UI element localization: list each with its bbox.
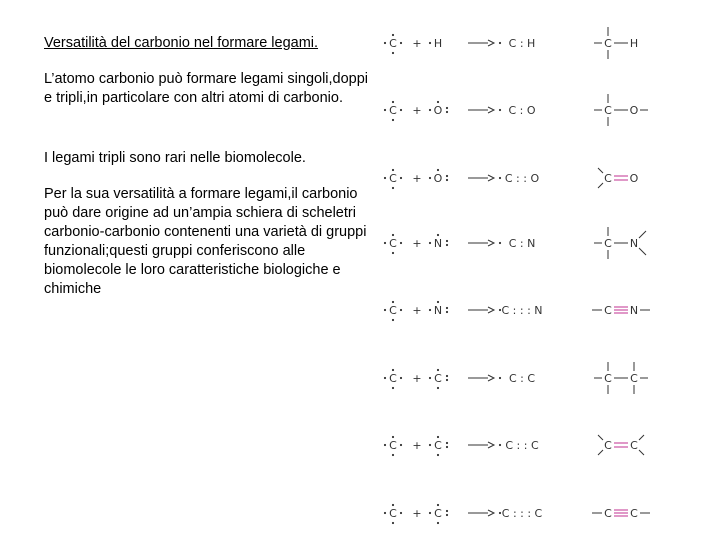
reaction-row — [384, 227, 646, 259]
electron-dot — [499, 377, 501, 379]
carbon-symbol: C — [389, 304, 397, 317]
electron-dot — [446, 240, 448, 242]
side-bond — [639, 435, 644, 440]
carbon-symbol: C — [389, 37, 397, 50]
electron-dot — [400, 42, 402, 44]
carbon-symbol: C — [389, 507, 397, 520]
electron-dot — [384, 109, 386, 111]
electron-dot — [384, 512, 386, 514]
electron-dot — [392, 169, 394, 171]
electron-dot — [499, 177, 501, 179]
electron-dot — [392, 234, 394, 236]
reaction-row — [384, 301, 650, 321]
electron-dot — [429, 512, 431, 514]
lewis-product: C : : : N — [501, 304, 543, 317]
electron-dot — [392, 101, 394, 103]
structure-left-atom: C — [604, 439, 612, 452]
electron-dot — [499, 309, 501, 311]
electron-dot — [384, 242, 386, 244]
electron-dot — [437, 387, 439, 389]
electron-dot — [446, 442, 448, 444]
electron-dot — [437, 101, 439, 103]
electron-dot — [437, 234, 439, 236]
side-bond — [639, 231, 646, 238]
electron-dot — [446, 175, 448, 177]
side-bond — [598, 450, 603, 455]
structure-left-atom: C — [604, 104, 612, 117]
electron-dot — [429, 242, 431, 244]
electron-dot — [384, 42, 386, 44]
side-bond — [639, 450, 644, 455]
structure-right-atom: O — [629, 104, 639, 117]
atom-symbol: H — [433, 37, 443, 50]
plus-sign: + — [412, 507, 422, 520]
arrow-head — [488, 442, 494, 448]
carbon-symbol: C — [389, 237, 397, 250]
atom-symbol: N — [433, 304, 443, 317]
structure-right-atom: C — [630, 439, 638, 452]
electron-dot — [446, 379, 448, 381]
electron-dot — [384, 177, 386, 179]
electron-dot — [429, 42, 431, 44]
arrow-head — [488, 175, 494, 181]
lewis-product: C : : : C — [501, 507, 543, 520]
electron-dot — [429, 444, 431, 446]
electron-dot — [400, 512, 402, 514]
electron-dot — [384, 309, 386, 311]
plus-sign: + — [412, 304, 422, 317]
arrow-head — [488, 40, 494, 46]
electron-dot — [437, 504, 439, 506]
electron-dot — [437, 436, 439, 438]
paragraph-versatility: Per la sua versatilità a formare legami,il carbonio può dare origine ad un’ampia schiera di scheletri carbonio-carbonio contenenti una varietà di gruppi funzionali;questi gruppi conferiscono alle biomolecole le loro caratteristiche biologiche e chimiche — [44, 186, 367, 297]
reaction-row — [384, 27, 638, 59]
electron-dot — [437, 301, 439, 303]
electron-dot — [392, 34, 394, 36]
structure-right-atom: O — [629, 172, 639, 185]
electron-dot — [392, 454, 394, 456]
electron-dot — [400, 109, 402, 111]
structure-left-atom: C — [604, 172, 612, 185]
structure-left-atom: C — [604, 37, 612, 50]
electron-dot — [437, 369, 439, 371]
electron-dot — [446, 510, 448, 512]
electron-dot — [499, 512, 501, 514]
electron-dot — [392, 187, 394, 189]
electron-dot — [384, 444, 386, 446]
electron-dot — [437, 522, 439, 524]
electron-dot — [446, 514, 448, 516]
reaction-row — [384, 435, 644, 456]
plus-sign: + — [412, 172, 422, 185]
structure-left-atom: C — [604, 372, 612, 385]
electron-dot — [499, 109, 501, 111]
electron-dot — [429, 309, 431, 311]
electron-dot — [400, 377, 402, 379]
electron-dot — [429, 377, 431, 379]
electron-dot — [392, 369, 394, 371]
atom-symbol: O — [433, 172, 443, 185]
arrow-head — [488, 510, 494, 516]
structure-left-atom: C — [604, 304, 612, 317]
electron-dot — [400, 309, 402, 311]
arrow-head — [488, 307, 494, 313]
paragraph-triple-bonds: I legami tripli sono rari nelle biomolecole. — [44, 150, 306, 166]
side-bond — [598, 183, 603, 188]
lewis-product: C : : C — [505, 439, 539, 452]
side-bond — [639, 248, 646, 255]
reaction-row — [384, 94, 648, 126]
structure-right-atom: H — [629, 37, 639, 50]
reaction-row — [384, 168, 639, 189]
electron-dot — [437, 454, 439, 456]
electron-dot — [446, 107, 448, 109]
carbon-symbol: C — [389, 439, 397, 452]
atom-symbol: N — [433, 237, 443, 250]
electron-dot — [392, 119, 394, 121]
paragraph-bond-types: L’atomo carbonio può formare legami singoli,doppi e tripli,in particolare con altri atomi di carbonio. — [44, 71, 369, 106]
structure-right-atom: C — [630, 372, 638, 385]
electron-dot — [392, 301, 394, 303]
electron-dot — [499, 444, 501, 446]
carbon-symbol: C — [389, 104, 397, 117]
lewis-product: C : C — [508, 372, 536, 385]
electron-dot — [446, 307, 448, 309]
structure-right-atom: N — [629, 304, 639, 317]
electron-dot — [446, 446, 448, 448]
electron-dot — [446, 375, 448, 377]
electron-dot — [499, 42, 501, 44]
side-bond — [598, 435, 603, 440]
structure-left-atom: C — [604, 507, 612, 520]
atom-symbol: C — [434, 439, 442, 452]
lewis-product: C : H — [508, 37, 536, 50]
electron-dot — [392, 52, 394, 54]
lewis-product: C : : O — [504, 172, 540, 185]
electron-dot — [446, 244, 448, 246]
lewis-product: C : N — [508, 237, 536, 250]
electron-dot — [392, 319, 394, 321]
electron-dot — [384, 377, 386, 379]
plus-sign: + — [412, 439, 422, 452]
electron-dot — [499, 242, 501, 244]
carbon-symbol: C — [389, 172, 397, 185]
electron-dot — [429, 109, 431, 111]
electron-dot — [446, 311, 448, 313]
plus-sign: + — [412, 237, 422, 250]
plus-sign: + — [412, 104, 422, 117]
side-bond — [598, 168, 603, 173]
arrow-head — [488, 107, 494, 113]
lewis-product: C : O — [508, 104, 536, 117]
structure-right-atom: N — [629, 237, 639, 250]
reaction-row — [384, 362, 648, 394]
atom-symbol: C — [434, 507, 442, 520]
electron-dot — [400, 177, 402, 179]
plus-sign: + — [412, 372, 422, 385]
structure-left-atom: C — [604, 237, 612, 250]
arrow-head — [488, 240, 494, 246]
electron-dot — [400, 242, 402, 244]
arrow-head — [488, 375, 494, 381]
electron-dot — [429, 177, 431, 179]
electron-dot — [392, 504, 394, 506]
electron-dot — [446, 111, 448, 113]
carbon-symbol: C — [389, 372, 397, 385]
electron-dot — [400, 444, 402, 446]
plus-sign: + — [412, 37, 422, 50]
atom-symbol: O — [433, 104, 443, 117]
atom-symbol: C — [434, 372, 442, 385]
electron-dot — [446, 179, 448, 181]
electron-dot — [392, 436, 394, 438]
slide-title: Versatilità del carbonio nel formare legami. — [44, 35, 319, 51]
electron-dot — [392, 252, 394, 254]
electron-dot — [392, 387, 394, 389]
electron-dot — [437, 169, 439, 171]
structure-right-atom: C — [630, 507, 638, 520]
electron-dot — [392, 522, 394, 524]
reaction-row — [384, 504, 650, 524]
